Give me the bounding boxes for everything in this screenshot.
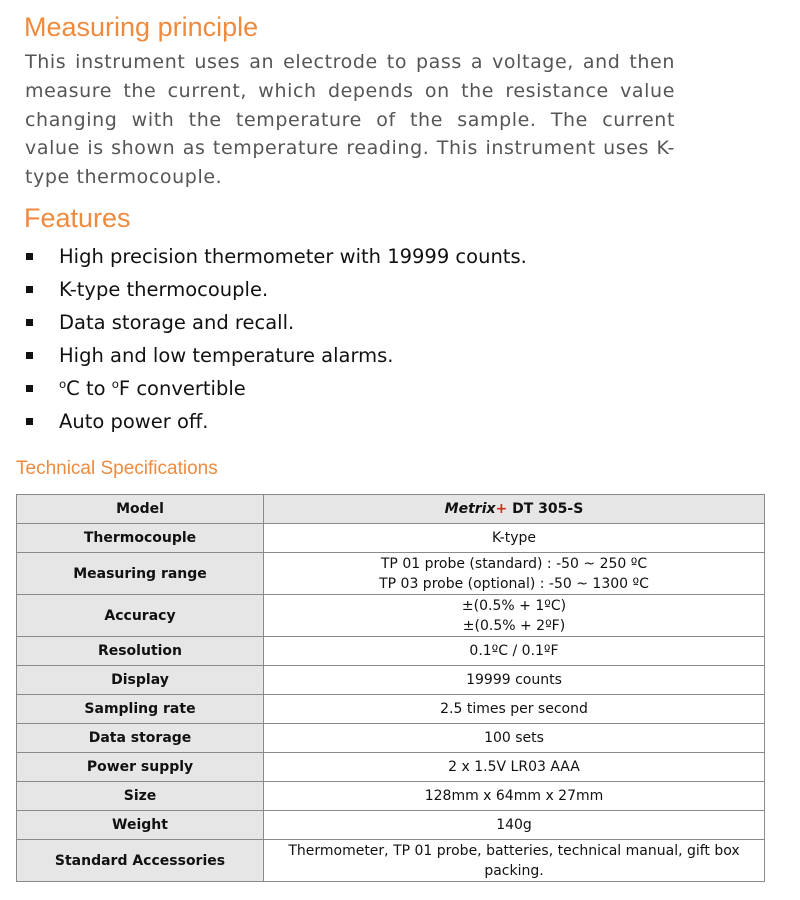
feature-text: High precision thermometer with 19999 counts. [59,245,527,268]
spec-value [264,782,765,811]
spec-value [264,595,765,637]
model-number: DT 305-S [507,501,584,517]
spec-value [264,840,765,882]
spec-label: Sampling rate [17,695,264,724]
feature-text: K-type thermocouple. [59,278,269,301]
measuring-principle-heading: Measuring principle [24,12,259,42]
spec-value-line: 19999 counts [466,672,562,688]
feature-text: Data storage and recall. [59,311,295,334]
spec-value [264,553,765,595]
table-row [17,524,765,553]
model-value [264,495,765,524]
feature-item [24,339,527,372]
spec-value-line: 0.1ºC / 0.1ºF [469,643,559,659]
spec-label: Resolution [17,637,264,666]
square-bullet-icon [26,385,33,392]
spec-value [264,724,765,753]
spec-value [264,637,765,666]
square-bullet-icon [26,319,33,326]
technical-specifications-heading: Technical Specifications [16,458,218,479]
brand-plus: + [495,501,508,517]
spec-value-line: K-type [491,530,537,546]
spec-value-line: 100 sets [484,730,544,746]
feature-item [24,372,527,405]
specifications-table [16,494,765,882]
table-row [17,782,765,811]
spec-label: Power supply [17,753,264,782]
square-bullet-icon [26,352,33,359]
spec-value [264,524,765,553]
features-list [24,240,527,438]
spec-value-line: ±(0.5% + 1ºC) [461,597,567,614]
spec-value [264,695,765,724]
brand-name: Metrix [444,501,496,517]
table-row [17,840,765,882]
feature-text [59,377,246,400]
feature-item [24,306,527,339]
spec-label: Size [17,782,264,811]
degree-superscript: o [111,376,119,391]
spec-value [264,753,765,782]
spec-label: Weight [17,811,264,840]
spec-value-line: TP 01 probe (standard) : -50 ~ 250 ºC [380,555,648,572]
spec-label: Measuring range [17,553,264,595]
table-row [17,637,765,666]
square-bullet-icon [26,418,33,425]
spec-value-line: 140g [496,817,532,833]
square-bullet-icon [26,253,33,260]
feature-item [24,273,527,306]
spec-value-line: ±(0.5% + 2ºF) [462,617,566,634]
degree-superscript: o [59,376,67,391]
feature-text-part: F convertible [118,377,246,400]
spec-label: Thermocouple [17,524,264,553]
spec-label: Display [17,666,264,695]
feature-text: Auto power off. [59,410,209,433]
spec-label: Accuracy [17,595,264,637]
spec-value-line: TP 03 probe (optional) : -50 ~ 1300 ºC [379,575,649,592]
square-bullet-icon [26,286,33,293]
spec-value-line: 128mm x 64mm x 27mm [424,788,604,804]
features-heading: Features [24,203,131,233]
table-row [17,695,765,724]
feature-text-part: C to [66,377,112,400]
model-label: Model [17,495,264,524]
spec-label: Standard Accessories [17,840,264,882]
table-row [17,666,765,695]
table-row [17,595,765,637]
spec-value-line: 2 x 1.5V LR03 AAA [448,759,580,775]
spec-value [264,666,765,695]
feature-item [24,405,527,438]
table-row [17,811,765,840]
spec-value-line: Thermometer, TP 01 probe, batteries, technical manual, gift box [288,842,740,859]
table-row [17,724,765,753]
spec-value-line: packing. [484,862,544,879]
spec-value-line: 2.5 times per second [440,701,588,717]
table-header-row [17,495,765,524]
measuring-principle-paragraph: This instrument uses an electrode to pass a voltage, and then measure the current, which depends on the resistance value changing with the temperature of the sample. The current value is shown as temperature reading. This instrument uses K-type thermocouple. [25,51,675,189]
spec-label: Data storage [17,724,264,753]
feature-text: High and low temperature alarms. [59,344,394,367]
table-row [17,753,765,782]
spec-value [264,811,765,840]
feature-item [24,240,527,273]
table-row [17,553,765,595]
